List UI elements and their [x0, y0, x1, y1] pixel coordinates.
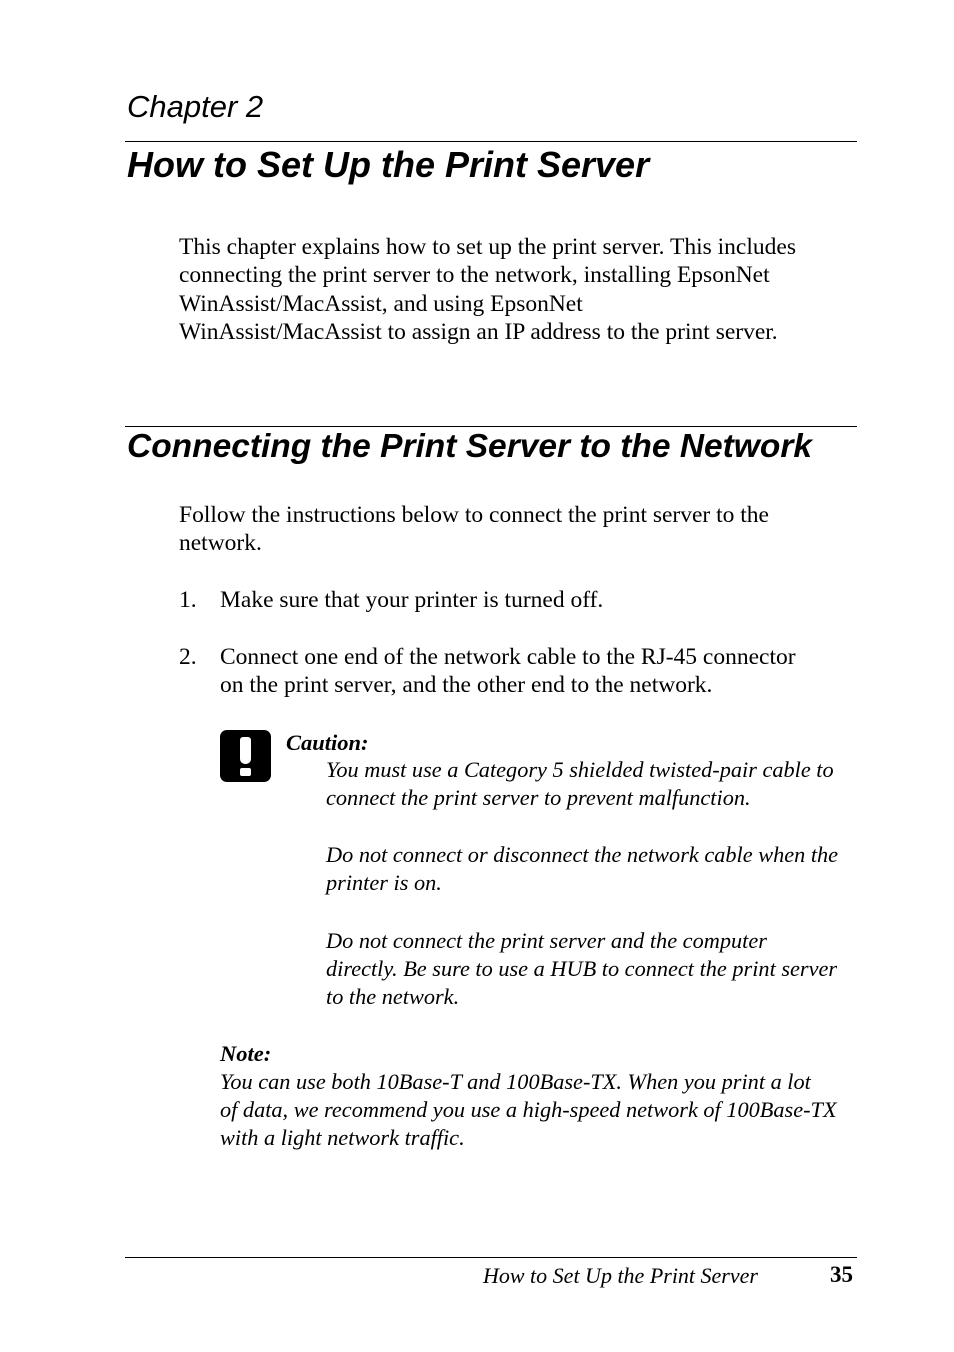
caution-line: to the network. — [326, 984, 460, 1010]
note-line: with a light network traffic. — [220, 1125, 465, 1151]
chapter-title: How to Set Up the Print Server — [127, 144, 650, 185]
step-text — [220, 643, 870, 700]
step-text — [220, 586, 870, 614]
step-line: on the print server, and the other end to the network. — [220, 672, 713, 699]
chapter-title-rule — [125, 141, 857, 142]
caution-line: printer is on. — [326, 870, 442, 896]
section-intro-line: Follow the instructions below to connect the print server to the — [179, 502, 769, 528]
intro-line: WinAssist/MacAssist to assign an IP address to the print server. — [179, 318, 778, 345]
chapter-intro — [179, 233, 869, 346]
step-line: Make sure that your printer is turned off. — [220, 587, 604, 613]
caution-paragraph — [326, 756, 834, 812]
caution-paragraph — [326, 927, 837, 1012]
intro-line: WinAssist/MacAssist, and using EpsonNet — [179, 290, 583, 317]
caution-line: Do not connect the print server and the computer — [326, 928, 767, 953]
step-number: 2. — [179, 644, 197, 670]
note-line: You can use both 10Base-T and 100Base-TX. When you print a lot — [220, 1069, 811, 1094]
exclamation-bar — [240, 737, 251, 764]
caution-paragraph — [326, 841, 838, 897]
intro-line: connecting the print server to the network, installing EpsonNet — [179, 262, 770, 289]
footer-rule — [125, 1257, 857, 1258]
caution-line: connect the print server to prevent malfunction. — [326, 785, 751, 811]
note-label: Note: — [220, 1041, 272, 1066]
intro-line: This chapter explains how to set up the print server. This includes — [179, 234, 796, 260]
note-paragraph — [220, 1068, 837, 1153]
caution-label: Caution: — [286, 730, 369, 755]
note-line: of data, we recommend you use a high-speed network of 100Base-TX — [220, 1097, 837, 1123]
caution-exclamation-icon — [220, 730, 271, 782]
step-number: 1. — [179, 587, 197, 613]
footer-running-title: How to Set Up the Print Server — [483, 1263, 758, 1288]
step-line: Connect one end of the network cable to the RJ-45 connector — [220, 644, 796, 670]
chapter-label: Chapter 2 — [127, 89, 264, 124]
caution-line: You must use a Category 5 shielded twisted-pair cable to — [326, 757, 834, 782]
section-intro-line: network. — [179, 530, 262, 557]
section-intro — [179, 501, 869, 558]
caution-line: Do not connect or disconnect the network cable when the — [326, 842, 839, 867]
exclamation-dot — [240, 768, 251, 776]
caution-line: directly. Be sure to use a HUB to connect the print server — [326, 956, 838, 982]
section-title: Connecting the Print Server to the Network — [127, 428, 812, 465]
page-number: 35 — [830, 1262, 853, 1287]
